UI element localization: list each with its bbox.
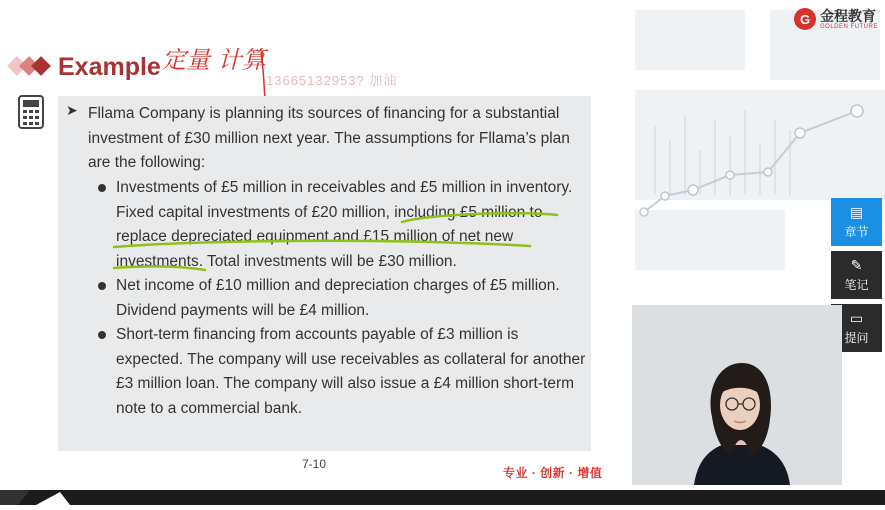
handwriting-text: 定量 计算: [162, 46, 266, 74]
intro-paragraph: Fllama Company is planning its sources of financing for a substantial investment of £30 million next year. The assumptions for Fllama’s plan are the following:: [88, 105, 570, 171]
chapter-button[interactable]: [831, 198, 882, 246]
chapter-icon: ▤: [849, 204, 864, 220]
pencil-icon: ✎: [850, 257, 863, 273]
heading-text: Example: [58, 52, 161, 81]
logo-subtext: GOLDEN FUTURE: [820, 23, 878, 30]
comment-icon: ▭: [849, 310, 864, 326]
example-content-box: [58, 96, 591, 451]
list-item: Investments of £5 million in receivables and £5 million in inventory. Fixed capital investments of £20 million, including £5 million to replace depreciated equipment and £15 million of net new investments. Total investments will be £30 million.: [94, 176, 586, 274]
page-number: 7-10: [302, 457, 327, 471]
instructor-figure: [632, 305, 842, 485]
instructor-video[interactable]: [632, 305, 842, 485]
logo-mark: G: [794, 8, 816, 30]
chapter-label: 章节: [844, 225, 869, 239]
brand-logo: [794, 8, 878, 30]
list-item: Short-term financing from accounts payable of £3 million is expected. The company will use receivables as collateral for another £3 million loan. The company will also issue a £4 million short-term note to a commercial bank.: [94, 323, 586, 421]
bottom-bar: [0, 490, 885, 505]
slide-heading: [6, 50, 161, 84]
logo-text: 金程教育: [820, 7, 876, 24]
question-label: 提问: [844, 331, 869, 345]
notes-button[interactable]: [831, 251, 882, 299]
calculator-icon: [18, 95, 44, 129]
watermark: 13665132953? 加油: [266, 73, 398, 88]
slogan: 专业 · 创新 · 增值: [503, 466, 603, 480]
arrow-bullet-icon: ➤: [66, 102, 78, 118]
diamonds-icon: [6, 50, 54, 84]
assumption-list: [94, 176, 586, 421]
list-item: Net income of £10 million and depreciation charges of £5 million. Dividend payments will be £4 million.: [94, 274, 586, 323]
notes-label: 笔记: [844, 278, 869, 292]
